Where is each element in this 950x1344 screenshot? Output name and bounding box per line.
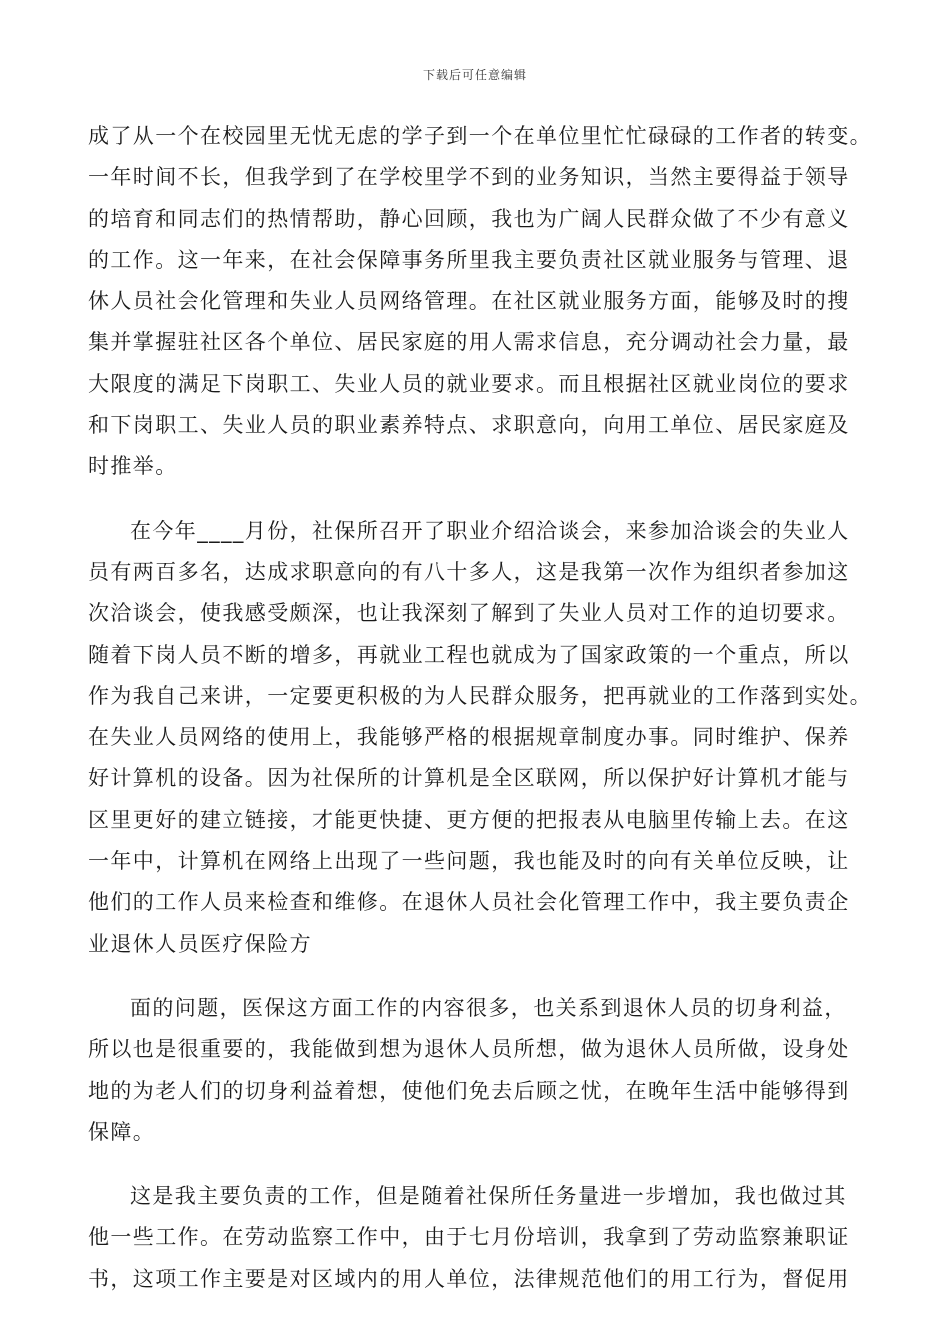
text-line: 面的问题，医保这方面工作的内容很多，也关系到退休人员的切身利益，: [130, 995, 847, 1020]
text-line: 休人员社会化管理和失业人员网络管理。在社区就业服务方面，能够及时的搜: [88, 289, 850, 314]
text-line: 这是我主要负责的工作，但是随着社保所任务量进一步增加，我也做过其: [130, 1184, 847, 1209]
paragraph-2: [88, 511, 878, 965]
text-line: 业退休人员医疗保险方: [88, 931, 312, 956]
text-line: 成了从一个在校园里无忧无虑的学子到一个在单位里忙忙碌碌的工作者的转变。: [88, 124, 872, 148]
text-line: 区里更好的建立链接，才能更快捷、更方便的把报表从电脑里传输上去。在这: [88, 807, 850, 832]
text-line: 一年时间不长，但我学到了在学校里学不到的业务知识，当然主要得益于领导: [88, 165, 850, 190]
text-line: 保障。: [88, 1119, 156, 1144]
text-line: 大限度的满足下岗职工、失业人员的就业要求。而且根据社区就业岗位的要求: [88, 371, 850, 396]
paragraph-1: [88, 116, 878, 488]
text-line: 书，这项工作主要是对区域内的用人单位，法律规范他们的用工行为，督促用: [88, 1266, 850, 1291]
text-line: 时推举。: [88, 454, 178, 479]
text-line: 集并掌握驻社区各个单位、居民家庭的用人需求信息，充分调动社会力量，最: [88, 330, 850, 355]
text-line: 所以也是很重要的，我能做到想为退休人员所想，做为退休人员所做，设身处: [88, 1037, 850, 1062]
text-line: 随着下岗人员不断的增多，再就业工程也就成为了国家政策的一个重点，所以: [88, 642, 850, 667]
text-line: 作为我自己来讲，一定要更积极的为人民群众服务，把再就业的工作落到实处。: [88, 683, 872, 708]
text-line: 员有两百多名，达成求职意向的有八十多人，这是我第一次作为组织者参加这: [88, 559, 850, 584]
paragraph-4: [88, 1176, 878, 1300]
document-body: [88, 116, 878, 1323]
text-line: 在今年____月份，社保所召开了职业介绍洽谈会，来参加洽谈会的失业人: [130, 518, 850, 543]
text-line: 次洽谈会，使我感受颇深，也让我深刻了解到了失业人员对工作的迫切要求。: [88, 601, 850, 626]
text-line: 他们的工作人员来检查和维修。在退休人员社会化管理工作中，我主要负责企: [88, 890, 850, 915]
text-line: 好计算机的设备。因为社保所的计算机是全区联网，所以保护好计算机才能与: [88, 766, 850, 791]
text-line: 的培育和同志们的热情帮助，静心回顾，我也为广阔人民群众做了不少有意义: [88, 206, 850, 231]
page-header: 下载后可任意编辑: [422, 68, 527, 82]
text-line: 的工作。这一年来，在社会保障事务所里我主要负责社区就业服务与管理、退: [88, 247, 850, 272]
text-line: 一年中，计算机在网络上出现了一些问题，我也能及时的向有关单位反映，让: [88, 849, 850, 874]
paragraph-3: [88, 988, 878, 1153]
text-line: 在失业人员网络的使用上，我能够严格的根据规章制度办事。同时维护、保养: [88, 725, 850, 750]
text-line: 他一些工作。在劳动监察工作中，由于七月份培训，我拿到了劳动监察兼职证: [88, 1225, 850, 1250]
text-line: 地的为老人们的切身利益着想，使他们免去后顾之忧，在晚年生活中能够得到: [88, 1078, 850, 1103]
text-line: 和下岗职工、失业人员的职业素养特点、求职意向，向用工单位、居民家庭及: [88, 413, 850, 438]
